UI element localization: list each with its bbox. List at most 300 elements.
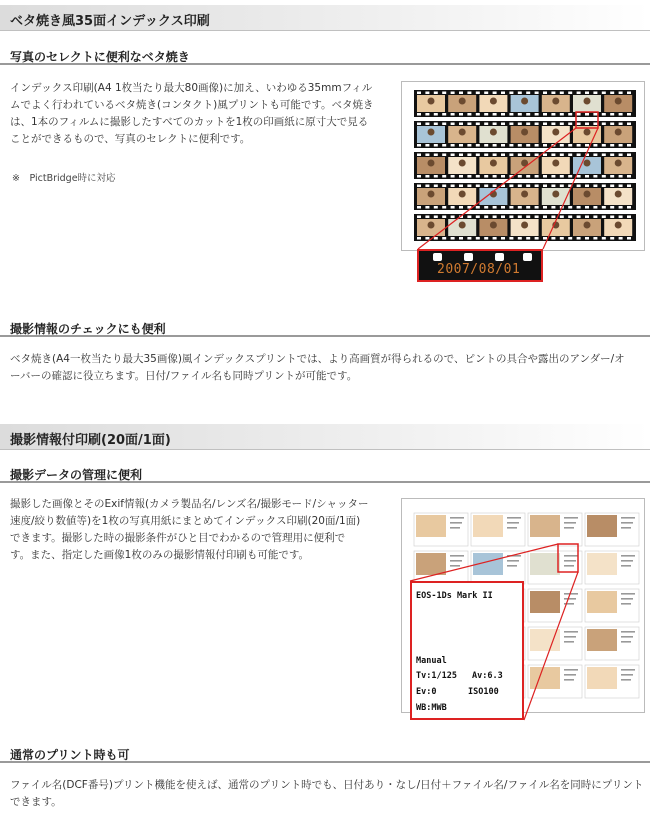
info-text-line [621, 517, 635, 519]
sprocket-hole [585, 113, 589, 116]
sprocket-hole [417, 123, 421, 126]
sprocket-hole [434, 206, 438, 209]
sprocket-hole [551, 144, 555, 147]
sprocket-hole [577, 185, 581, 188]
sprocket-hole [417, 206, 421, 209]
iso: ISO100 [468, 687, 499, 697]
photo-subject [428, 98, 435, 105]
sprocket-hole [451, 175, 455, 178]
info-text-line [564, 641, 574, 643]
sprocket-hole [501, 206, 505, 209]
sprocket-hole [442, 144, 446, 147]
sprocket-hole [459, 216, 463, 219]
sprocket-hole [467, 185, 471, 188]
sprocket-hole [543, 113, 547, 116]
exposure-value: Ev:0 [416, 687, 437, 697]
sprocket-hole [568, 92, 572, 95]
sprocket-hole [459, 154, 463, 157]
paragraph-line: 速度/絞り数値等)を1枚の写真用紙にまとめてインデックス印刷(20面/1面) [10, 515, 361, 527]
sprocket-hole [501, 175, 505, 178]
sprocket-hole [417, 185, 421, 188]
sprocket-hole [501, 154, 505, 157]
sprocket-hole [535, 185, 539, 188]
sprocket-hole [501, 92, 505, 95]
sprocket-hole [442, 216, 446, 219]
sprocket-hole [585, 206, 589, 209]
sprocket-hole [442, 154, 446, 157]
sprocket-hole [484, 123, 488, 126]
info-text-line [621, 593, 635, 595]
photo-subject [459, 160, 466, 167]
sprocket-hole [518, 113, 522, 116]
photo-subject [584, 160, 591, 167]
sprocket-hole [417, 237, 421, 240]
sprocket-hole [526, 206, 530, 209]
sprocket-hole [459, 123, 463, 126]
sprocket-hole [602, 154, 606, 157]
sprocket-hole [526, 175, 530, 178]
sprocket-hole [425, 237, 429, 240]
sprocket-hole [459, 144, 463, 147]
sprocket-hole [501, 185, 505, 188]
index-photo [587, 553, 617, 575]
contact-sheet-image [401, 81, 645, 251]
info-text-line [621, 565, 631, 567]
sprocket-hole [501, 144, 505, 147]
shutter-speed: Tv:1/125 [416, 671, 457, 681]
sprocket-hole [619, 206, 623, 209]
sprocket-hole [442, 123, 446, 126]
sprocket-hole [610, 175, 614, 178]
sprocket-hole [493, 175, 497, 178]
info-text-line [507, 555, 521, 557]
sprocket-hole [585, 185, 589, 188]
sprocket-hole [619, 144, 623, 147]
sprocket-hole [543, 185, 547, 188]
sprocket-hole [467, 237, 471, 240]
index-photo [587, 667, 617, 689]
exif-info-zoom [410, 581, 524, 720]
sprocket-hole [484, 92, 488, 95]
sprocket-hole [602, 144, 606, 147]
sprocket-hole [476, 144, 480, 147]
photo-subject [459, 98, 466, 105]
sprocket-hole [484, 237, 488, 240]
info-text-line [450, 527, 460, 529]
info-text-line [450, 565, 460, 567]
paragraph-line: ムでよく行われているベタ焼き(コンタクト)風プリントも可能です。ベタ焼き [10, 99, 374, 111]
sprocket-hole [585, 175, 589, 178]
sprocket-hole [434, 123, 438, 126]
sprocket-hole [451, 92, 455, 95]
info-text-line [507, 522, 519, 524]
date-stamp-zoom [417, 249, 543, 282]
sprocket-hole [577, 144, 581, 147]
sprocket-hole [417, 113, 421, 116]
sprocket-hole [476, 185, 480, 188]
sprocket-hole [518, 92, 522, 95]
sprocket-hole [434, 92, 438, 95]
sprocket-hole [568, 144, 572, 147]
photo-subject [428, 129, 435, 136]
sprocket-hole [518, 185, 522, 188]
sprocket-hole [568, 206, 572, 209]
subheading-normal-print [0, 743, 650, 763]
sprocket-hole [417, 144, 421, 147]
info-text-line [621, 631, 635, 633]
sprocket-hole [551, 123, 555, 126]
index-photo [530, 553, 560, 575]
sprocket-hole [560, 175, 564, 178]
paragraph-line: できます。撮影した時の撮影条件がひと目でわかるので管理用に便利で [10, 532, 346, 544]
sprocket-hole [535, 123, 539, 126]
info-text-line [564, 565, 574, 567]
sprocket-hole [568, 216, 572, 219]
sprocket-hole [476, 154, 480, 157]
sprocket-hole [535, 92, 539, 95]
sprocket-hole [585, 154, 589, 157]
subheading-title: 撮影データの管理に便利 [10, 468, 143, 482]
sprocket-hole [434, 216, 438, 219]
sprocket-hole [417, 92, 421, 95]
sprocket-hole [425, 175, 429, 178]
photo-subject [584, 98, 591, 105]
photo-subject [584, 191, 591, 198]
sprocket-hole [509, 123, 513, 126]
sprocket-hole [434, 144, 438, 147]
sprocket-hole [493, 113, 497, 116]
sprocket-hole [585, 92, 589, 95]
sprocket-hole [467, 92, 471, 95]
sprocket-hole [585, 123, 589, 126]
sprocket-hole [417, 216, 421, 219]
photo-subject [459, 222, 466, 229]
photo-subject [490, 160, 497, 167]
info-text-line [564, 560, 576, 562]
info-text-line [507, 517, 521, 519]
photo-subject [521, 160, 528, 167]
sprocket-hole [484, 154, 488, 157]
photo-subject [615, 98, 622, 105]
photo-subject [521, 129, 528, 136]
sprocket-hole [425, 206, 429, 209]
sprocket-hole [518, 175, 522, 178]
sprocket-hole [568, 185, 572, 188]
index-photo [530, 591, 560, 613]
info-text-line [564, 674, 576, 676]
sprocket-hole [610, 216, 614, 219]
sprocket-hole [560, 92, 564, 95]
sprocket-hole [451, 154, 455, 157]
sprocket-hole [619, 237, 623, 240]
index-photo [587, 591, 617, 613]
photo-subject [552, 98, 559, 105]
sprocket-hole [602, 113, 606, 116]
sprocket-hole [459, 175, 463, 178]
paragraph-shooting-info-check [10, 351, 625, 385]
info-text-line [507, 527, 517, 529]
sprocket-hole [467, 154, 471, 157]
sprocket-hole [568, 237, 572, 240]
sprocket-hole [577, 154, 581, 157]
sprocket-hole [442, 185, 446, 188]
info-text-line [621, 636, 633, 638]
info-text-line [564, 636, 576, 638]
sprocket-hole [560, 185, 564, 188]
photo-subject [521, 191, 528, 198]
sprocket-hole [577, 206, 581, 209]
sprocket-hole [518, 144, 522, 147]
sprocket-hole [493, 154, 497, 157]
sprocket-hole [551, 113, 555, 116]
sprocket-hole [619, 216, 623, 219]
sprocket-hole [535, 144, 539, 147]
sprocket-hole [610, 185, 614, 188]
sprocket-hole [476, 216, 480, 219]
sprocket-hole [543, 154, 547, 157]
sprocket-hole [551, 175, 555, 178]
sprocket-hole [535, 154, 539, 157]
sprocket-hole [560, 237, 564, 240]
sprocket-hole [568, 175, 572, 178]
sprocket-hole [417, 175, 421, 178]
sprocket-hole [560, 216, 564, 219]
sprocket-hole [619, 154, 623, 157]
photo-subject [584, 222, 591, 229]
sprocket-hole [434, 237, 438, 240]
sprocket-hole [526, 237, 530, 240]
sprocket-hole [509, 175, 513, 178]
sprocket-hole [484, 185, 488, 188]
sprocket-hole [593, 113, 597, 116]
sprocket-hole [526, 154, 530, 157]
sprocket-hole [467, 216, 471, 219]
sprocket-hole [467, 206, 471, 209]
photo-subject [428, 222, 435, 229]
sprocket-hole [535, 216, 539, 219]
sprocket-hole [476, 123, 480, 126]
sprocket-hole [593, 185, 597, 188]
sprocket-hole [518, 123, 522, 126]
sprocket-hole [493, 92, 497, 95]
sprocket-hole [551, 216, 555, 219]
paragraph-line: インデックス印刷(A4 1枚当たり最大80画像)に加え、いわゆる35mmフィル [10, 82, 373, 94]
sprocket-hole [535, 237, 539, 240]
sprocket-hole [493, 185, 497, 188]
sprocket-hole [476, 237, 480, 240]
sprocket-hole [627, 144, 631, 147]
sprocket-hole [627, 237, 631, 240]
paragraph-line: す。また、指定した画像1枚のみの撮影情報付印刷も可能です。 [10, 549, 309, 561]
subheading-title: 写真のセレクトに便利なベタ焼き [10, 50, 190, 64]
info-text-line [621, 522, 633, 524]
sprocket-hole [593, 237, 597, 240]
info-text-line [450, 555, 464, 557]
paragraph-line: ーバーの確認に役立ちます。日付/ファイル名も同時プリントが可能です。 [10, 370, 358, 382]
sprocket-hole [619, 175, 623, 178]
sprocket-hole [493, 206, 497, 209]
sprocket-hole [619, 185, 623, 188]
sprocket-hole [526, 113, 530, 116]
sprocket-hole [551, 185, 555, 188]
info-text-line [450, 522, 462, 524]
sprocket-hole [459, 113, 463, 116]
sprocket-hole [509, 206, 513, 209]
sprocket-hole [610, 113, 614, 116]
sprocket-hole [593, 175, 597, 178]
sprocket-hole [493, 123, 497, 126]
photo-subject [615, 160, 622, 167]
sprocket-hole [509, 237, 513, 240]
subheading-shooting-info-check [0, 317, 650, 337]
sprocket-hole [560, 123, 564, 126]
section-header-contact-sheet [0, 5, 650, 31]
photo-subject [428, 160, 435, 167]
sprocket-hole [543, 237, 547, 240]
sprocket-hole [543, 92, 547, 95]
index-photo [473, 515, 503, 537]
sprocket-hole [425, 154, 429, 157]
sprocket-hole [610, 154, 614, 157]
sprocket-hole [526, 144, 530, 147]
sprocket-hole [434, 113, 438, 116]
sprocket-hole [459, 185, 463, 188]
aperture: Av:6.3 [472, 671, 503, 681]
sprocket-hole [560, 206, 564, 209]
sprocket-hole [577, 216, 581, 219]
info-text-line [507, 560, 519, 562]
sprocket-hole [602, 216, 606, 219]
photo-subject [459, 129, 466, 136]
sprocket-hole [543, 144, 547, 147]
info-text-line [564, 598, 576, 600]
sprocket-hole [543, 216, 547, 219]
sprocket-hole [434, 185, 438, 188]
sprocket-hole [425, 113, 429, 116]
paragraph-line: ファイル名(DCF番号)プリント機能を使えば、通常のプリント時でも、日付あり・なし/日付＋ファイル名/ファイル名を同時にプリント [10, 779, 644, 791]
sprocket-hole [442, 113, 446, 116]
info-text-line [621, 598, 633, 600]
paragraph-line: 撮影した画像とそのExif情報(カメラ製品名/レンズ名/撮影モード/シャッター [10, 498, 369, 510]
index-photo [473, 553, 503, 575]
sprocket-hole [476, 92, 480, 95]
index-photo [530, 629, 560, 651]
sprocket-hole [585, 237, 589, 240]
sprocket-hole [568, 154, 572, 157]
photo-subject [490, 129, 497, 136]
photo-subject [428, 191, 435, 198]
info-text-line [564, 593, 578, 595]
photo-subject [552, 191, 559, 198]
shooting-mode: Manual [416, 656, 447, 666]
sprocket-hole [451, 144, 455, 147]
sprocket-hole [535, 175, 539, 178]
paragraph-line: できます。 [10, 796, 62, 808]
info-text-line [564, 555, 578, 557]
sprocket-hole [627, 92, 631, 95]
sprocket-hole [551, 206, 555, 209]
sprocket-hole [425, 123, 429, 126]
info-text-line [621, 679, 631, 681]
index-photo [416, 553, 446, 575]
sprocket-hole [560, 154, 564, 157]
sprocket-hole [585, 216, 589, 219]
sprocket-hole [467, 113, 471, 116]
photo-subject [521, 98, 528, 105]
subheading-data-management [0, 463, 650, 483]
sprocket-hole [476, 206, 480, 209]
sprocket-hole [501, 237, 505, 240]
paragraph-normal-print [10, 777, 643, 811]
index-photo [530, 515, 560, 537]
photo-subject [615, 222, 622, 229]
sprocket-hole [593, 92, 597, 95]
paragraph-line: ことができるもので、写真のセレクトに便利です。 [10, 133, 251, 145]
sprocket-hole [417, 154, 421, 157]
sprocket-hole [509, 144, 513, 147]
sprocket-hole [493, 216, 497, 219]
sprocket-hole [602, 92, 606, 95]
info-text-line [621, 555, 635, 557]
sprocket-hole [551, 92, 555, 95]
sprocket-hole [476, 113, 480, 116]
sprocket-hole [493, 144, 497, 147]
contact-sheet-illustration [402, 82, 646, 252]
info-text-line [621, 669, 635, 671]
photo-subject [459, 191, 466, 198]
info-text-line [621, 641, 631, 643]
info-text-line [507, 565, 517, 567]
sprocket-hole [484, 216, 488, 219]
sprocket-hole [484, 206, 488, 209]
info-text-line [450, 517, 464, 519]
info-text-line [564, 522, 576, 524]
sprocket-hole [526, 123, 530, 126]
photo-subject [615, 129, 622, 136]
sprocket-hole [577, 123, 581, 126]
sprocket-hole [610, 237, 614, 240]
sprocket-hole [442, 237, 446, 240]
sprocket-hole [484, 175, 488, 178]
sprocket-hole [543, 123, 547, 126]
info-text-line [564, 527, 574, 529]
camera-model: EOS-1Ds Mark II [416, 591, 493, 601]
photo-subject [490, 191, 497, 198]
sprocket-hole [619, 113, 623, 116]
sprocket-hole [493, 237, 497, 240]
info-text-line [564, 603, 574, 605]
sprocket-hole [551, 154, 555, 157]
info-text-line [450, 560, 462, 562]
sprocket-hole [451, 206, 455, 209]
sprocket-hole [543, 175, 547, 178]
sprocket-hole [551, 237, 555, 240]
sprocket-hole [602, 237, 606, 240]
sprocket-hole [484, 144, 488, 147]
sprocket-hole [459, 237, 463, 240]
sprocket-hole [593, 144, 597, 147]
sprocket-hole [535, 113, 539, 116]
sprocket-hole [610, 123, 614, 126]
sprocket-hole [526, 92, 530, 95]
sprocket-hole [543, 206, 547, 209]
sprocket-hole [451, 216, 455, 219]
sprocket-hole [610, 206, 614, 209]
sprocket-hole [451, 237, 455, 240]
sprocket-hole [425, 185, 429, 188]
photo-subject [490, 98, 497, 105]
sprocket-hole [593, 206, 597, 209]
